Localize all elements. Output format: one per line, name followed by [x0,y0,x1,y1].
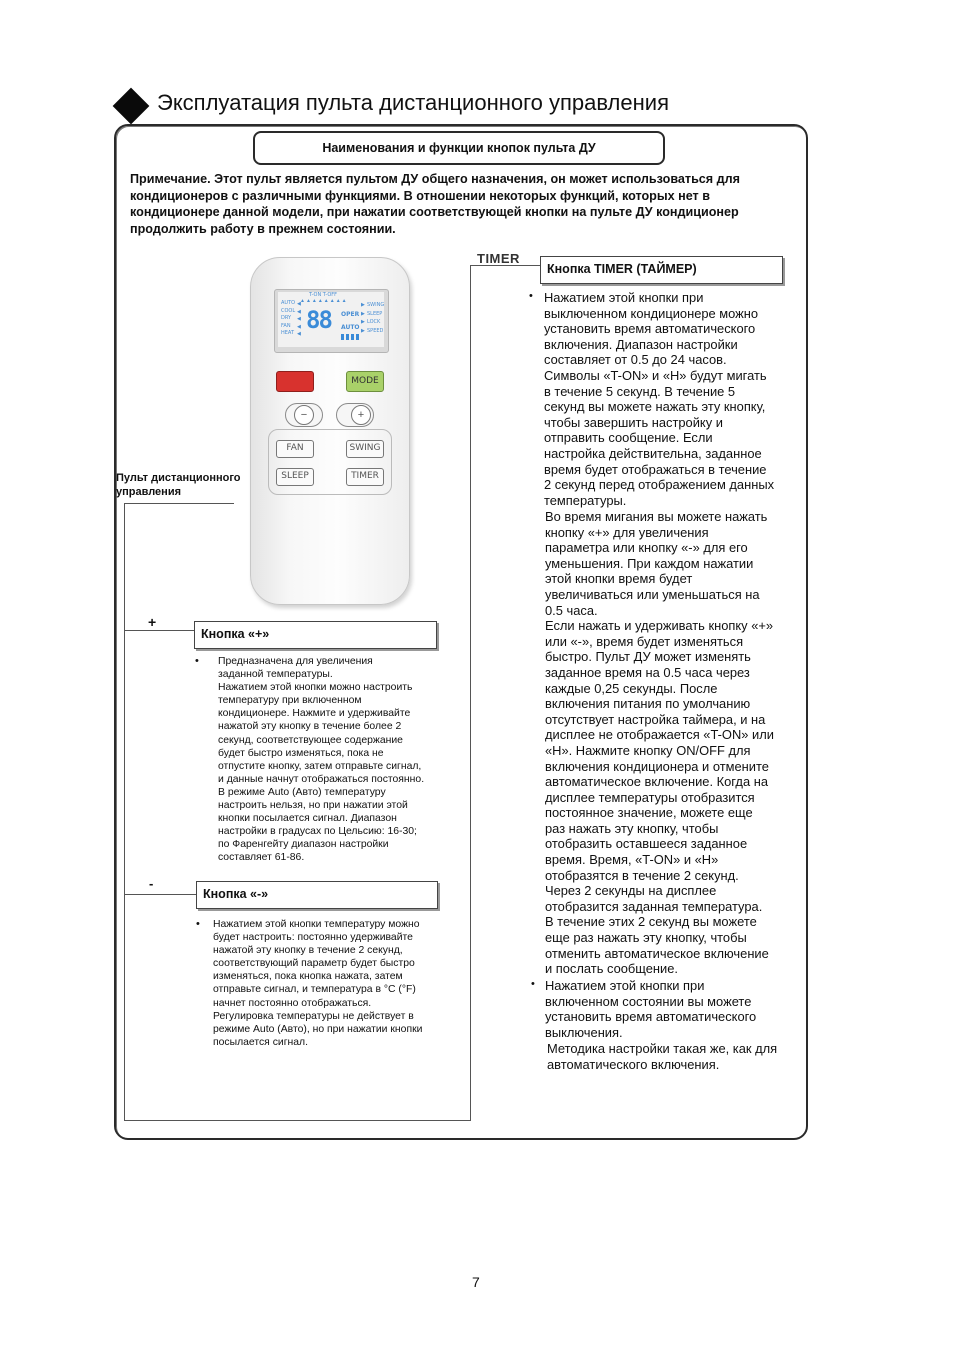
text-line: отменить автоматическое включение [545,945,769,961]
text-line: «H». Нажмите кнопку ON/OFF для [545,742,751,758]
text-line: чтобы завершить настройку и [544,414,723,430]
lcd-mode-fan: FAN [281,322,291,329]
text-line: увеличиваться или уменьшаться на [545,586,760,602]
text-line: Во время мигания вы можете нажать [545,509,768,524]
plus-button-title-box: Кнопка «+» [194,621,437,649]
remote-timer-button: TIMER [346,468,384,486]
remote-label [116,471,241,499]
bottom-connector [124,1120,471,1121]
section-header: Наименования и функции кнопок пульта ДУ [253,131,665,165]
lcd-mode-dry: DRY [281,315,292,322]
remote-label-leader-line [124,503,234,504]
left-vertical-connector [124,503,125,1120]
lcd-auto-label: AUTO [341,324,360,331]
text-line: отправьте сигнал, и температура в °C (°F) [213,984,416,996]
remote-onoff-button [276,371,314,392]
timer-bullet-1-text [544,290,774,508]
minus-tag: - [149,876,154,891]
text-line: кнопку «+» для увеличения [545,524,709,540]
remote-swing-button: SWING [346,440,384,458]
text-line: температуры. [544,492,627,508]
text-line: кнопки посылается сигнал. Диапазон [218,813,397,825]
text-line: включения. Диапазон настройки [544,336,738,352]
plus-connector [124,630,194,631]
remote-label-line-2: управления [116,486,182,498]
plus-bullet-icon: • [195,655,199,667]
text-line: отправить сообщение. Если [544,430,713,446]
lcd-func-speed: SPEED [367,327,384,334]
lcd-arrows-icon: ▲▲▲▲▲▲▲▲ [300,298,348,304]
text-line: составляет от 0.5 до 24 часов. [544,352,727,368]
text-line: время. Время, «T-ON» и «H» [545,852,719,868]
text-line: соответствующий параметр будет быстро [213,958,415,970]
text-line: Через 2 секунды на дисплее [545,883,717,899]
text-line: настройка действительна, заданное [544,445,762,461]
lcd-mode-list [281,300,295,338]
text-line: отобразить оставшееся заданное [545,836,748,852]
text-line: включенном состоянии вы можете [545,993,752,1009]
text-line: секунд вы можете нажать эту кнопку, [544,399,766,415]
lcd-temperature-digits: 88 [306,306,331,334]
text-line: 2 секунд перед отображением данных [544,477,775,493]
text-line: настроить нельзя, но при нажатии этой [218,800,408,812]
text-line: посылается сигнал. [213,1036,308,1048]
lcd-function-list [367,301,384,335]
lcd-timer-labels: T-ON T-OFF [309,292,338,298]
minus-button-title-box: Кнопка «-» [196,881,438,909]
text-line: В течение этих 2 секунд вы можете [545,914,757,930]
text-line: установить время автоматического [545,1009,757,1025]
text-line: 0.5 часа. [545,602,598,618]
text-line: дисплее температуры отобразится [545,789,755,805]
text-line: быстро. Пульт ДУ может изменять [545,649,751,665]
text-line: автоматического включения. [547,1056,720,1072]
text-line: кондиционере. Нажмите и удерживайте [218,708,411,720]
text-line: время будет отображаться в течение [544,461,767,477]
timer-bullet-2-text [545,978,756,1040]
plus-tag: + [148,614,157,630]
text-line: Нажатием этой кнопки можно настроить [218,682,413,694]
text-line: Символы «T-ON» и «H» будут мигать [544,367,767,383]
text-line: Предназначена для увеличения [218,656,373,667]
text-line: Нажатием этой кнопки температуру можно [213,919,420,930]
minus-icon: − [294,405,314,425]
text-line: будет быстро изменяться, пока не [218,747,384,759]
text-line: секунд, соответствующее содержание [218,734,403,746]
minus-bullet-icon: • [196,918,200,930]
minus-description [213,918,422,1049]
remote-fan-button: FAN [276,440,314,458]
lcd-func-sleep: SLEEP [367,310,383,317]
text-line: еще раз нажать эту кнопку, чтобы [545,930,747,946]
text-line: каждые 0,25 секунды. После [545,680,718,696]
lcd-func-lock: LOCK [367,319,381,326]
timer-bullet-2-icon: • [531,978,535,990]
text-line: настройки в градусах по Цельсию: 16-30; [218,826,417,838]
note-paragraph: Примечание. Этот пульт является пультом ДУ общего назначения, он может использоваться для кондиционеров с различными функциями. В отношении некоторых функций, которых нет в кондиционере данной модели, при нажатии соответствующей кнопки на пульте ДУ кондиционер продолжить работу в прежнем состоянии. [130,172,741,236]
text-line: дисплее не отображается «T-ON» или [545,727,774,743]
text-line: включения кондиционера и отмените [545,758,769,774]
text-line: режиме Auto (Авто), но при нажатии кнопки [213,1023,423,1035]
lcd-mode-heat: HEAT [281,330,295,337]
text-line: по Фаренгейту диапазон настройки [218,839,389,851]
text-line: установить время автоматического [544,321,756,337]
text-line: Методика настройки такая же, как для [547,1041,778,1056]
text-line: изменяться, пока кнопка нажата, затем [213,971,403,983]
lcd-oper-label: OPER [341,311,360,318]
timer-paragraph-3 [547,1041,777,1072]
text-line: составляет 61-86. [218,852,305,864]
text-line: будет настроить: постоянно удерживайте [213,932,413,944]
text-line: или «-», время будет изменяться [545,633,744,649]
remote-sleep-button: SLEEP [276,468,314,486]
text-line: нажатой эту кнопку в течение более 2 [218,721,402,733]
heading-diamond-icon [113,88,150,125]
text-line: уменьшения. При каждом нажатии [545,555,754,571]
plus-icon: + [351,405,371,425]
remote-mode-button: MODE [346,371,384,392]
text-line: в течение 5 секунд. В течение 5 [544,383,736,399]
lcd-func-swing: SWING [367,302,385,308]
text-line: температуру при включенном [218,695,362,707]
timer-button-title-box: Кнопка TIMER (ТАЙМЕР) [540,256,783,284]
text-line: заданной температуры. [218,669,333,681]
lcd-signal-bars-icon [341,334,359,340]
text-line: выключенном кондиционере можно [544,305,759,321]
text-line: начнет постоянно отображаться. [213,997,372,1009]
timer-bullet-1-icon: • [529,290,533,302]
center-vertical-connector [470,265,471,1121]
lcd-right-pointers-icon: ▶ ▶ ▶ ▶ [361,302,365,334]
text-line: и данные начнут отображаться постоянно. [218,773,425,785]
text-line: этой кнопки время будет [545,571,693,587]
text-line: раз нажать эту кнопку, чтобы [545,820,719,836]
text-line: В режиме Auto (Авто) температуру [218,786,386,798]
timer-paragraph-2 [545,509,774,977]
lcd-mode-auto: AUTO [281,300,296,306]
minus-connector [124,894,196,895]
text-line: постоянное значение, можете еще [545,805,753,821]
plus-description [218,655,424,865]
text-line: параметра или кнопку «-» для его [545,540,748,556]
text-line: отпустите кнопку, затем отправьте сигнал, [218,760,422,772]
text-line: выключения. [545,1024,623,1040]
text-line: и послать сообщение. [545,961,678,977]
text-line: Регулировка температуры не действует в [213,1010,414,1022]
text-line: отсутствует настройка таймера, и на [545,711,766,727]
text-line: автоматическое включение. Когда на [545,774,768,790]
remote-label-line-1: Пульт дистанционного [116,472,241,484]
text-line: нажатой эту кнопку в течение 2 секунд, [213,945,403,957]
page-number: 7 [472,1274,480,1290]
timer-tag: TIMER [477,251,520,266]
text-line: Нажатием этой кнопки при [545,978,705,993]
text-line: Если нажать и удерживать кнопку «+» [545,618,774,634]
text-line: Нажатием этой кнопки при [544,290,704,305]
lcd-mode-cool: COOL [281,307,296,314]
text-line: включения питания по умолчанию [545,696,751,712]
text-line: заданное время на 0.5 часа через [545,664,750,680]
text-line: отобразится заданная температура. [545,898,763,914]
text-line: отобразятся в течение 2 секунд. [545,867,739,883]
page-title: Эксплуатация пульта дистанционного управления [157,90,669,115]
lcd-left-pointers-icon: ◀ ◀ ◀ ◀ ◀ [297,301,301,338]
